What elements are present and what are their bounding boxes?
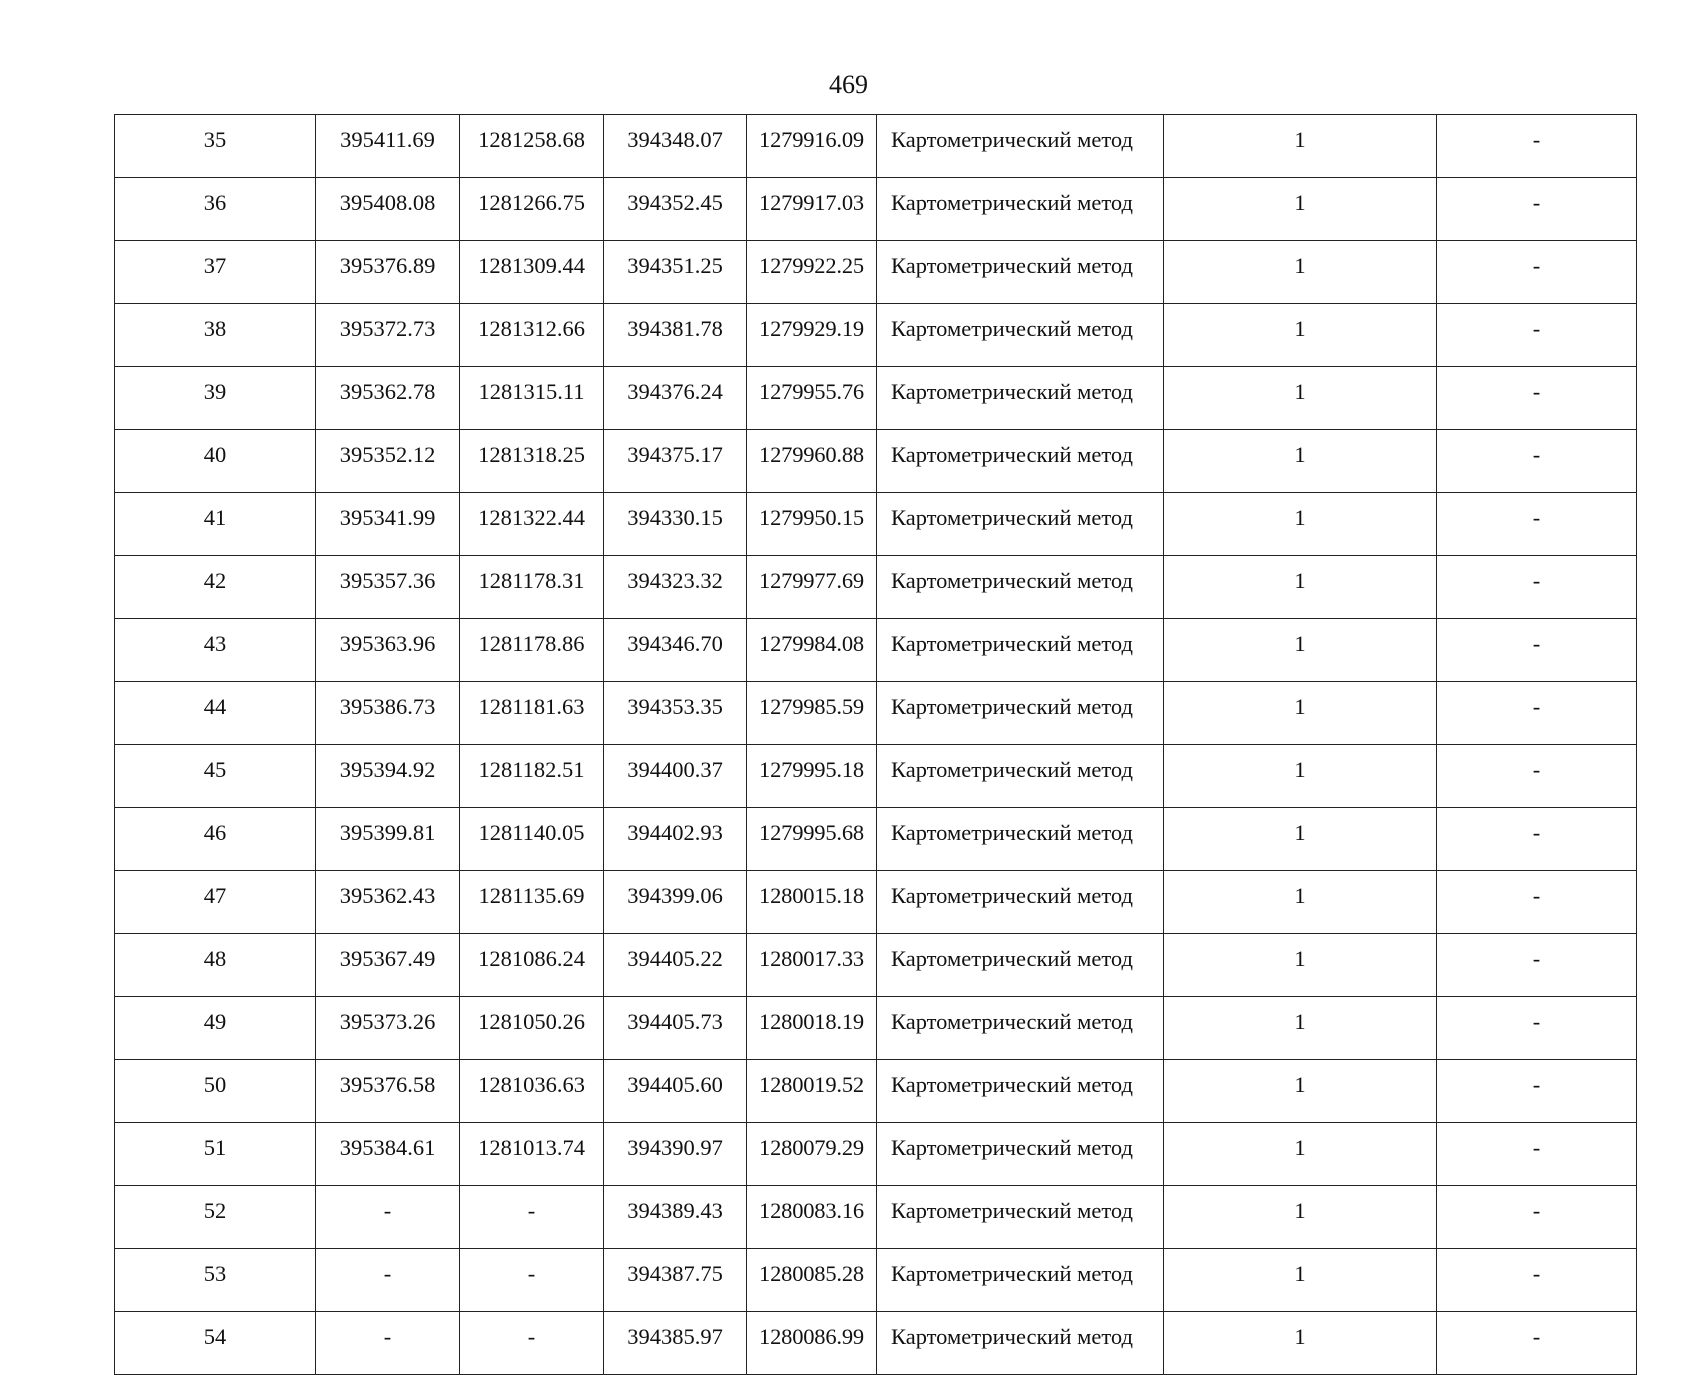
table-row <box>115 808 1637 871</box>
accuracy-cell: 1 <box>1164 619 1437 682</box>
y-old-cell: 1281182.51 <box>460 745 604 808</box>
y-old-cell: 1281315.11 <box>460 367 604 430</box>
accuracy-cell: 1 <box>1164 1123 1437 1186</box>
method-cell: Картометрический метод <box>877 871 1164 934</box>
x-new-cell: 394389.43 <box>604 1186 747 1249</box>
y-new-cell: 1279960.88 <box>747 430 877 493</box>
y-new-cell: 1280086.99 <box>747 1312 877 1375</box>
description-cell: - <box>1437 682 1637 745</box>
description-cell: - <box>1437 1186 1637 1249</box>
point-number-cell: 54 <box>115 1312 316 1375</box>
x-new-cell: 394330.15 <box>604 493 747 556</box>
y-old-cell: 1281135.69 <box>460 871 604 934</box>
point-number-cell: 35 <box>115 115 316 178</box>
method-cell: Картометрический метод <box>877 1060 1164 1123</box>
y-new-cell: 1279985.59 <box>747 682 877 745</box>
point-number-cell: 41 <box>115 493 316 556</box>
y-new-cell: 1279950.15 <box>747 493 877 556</box>
table-row <box>115 619 1637 682</box>
x-old-cell: - <box>316 1312 460 1375</box>
y-old-cell: - <box>460 1312 604 1375</box>
description-cell: - <box>1437 745 1637 808</box>
x-old-cell: - <box>316 1186 460 1249</box>
y-old-cell: 1281312.66 <box>460 304 604 367</box>
method-cell: Картометрический метод <box>877 1249 1164 1312</box>
x-old-cell: 395384.61 <box>316 1123 460 1186</box>
y-old-cell: 1281178.31 <box>460 556 604 619</box>
y-old-cell: 1281258.68 <box>460 115 604 178</box>
accuracy-cell: 1 <box>1164 934 1437 997</box>
point-number-cell: 49 <box>115 997 316 1060</box>
table-row <box>115 745 1637 808</box>
y-new-cell: 1279922.25 <box>747 241 877 304</box>
point-number-cell: 45 <box>115 745 316 808</box>
y-new-cell: 1279955.76 <box>747 367 877 430</box>
point-number-cell: 53 <box>115 1249 316 1312</box>
accuracy-cell: 1 <box>1164 682 1437 745</box>
x-old-cell: 395352.12 <box>316 430 460 493</box>
table-row <box>115 115 1637 178</box>
table-row <box>115 1186 1637 1249</box>
x-old-cell: 395399.81 <box>316 808 460 871</box>
point-number-cell: 39 <box>115 367 316 430</box>
x-new-cell: 394346.70 <box>604 619 747 682</box>
accuracy-cell: 1 <box>1164 1186 1437 1249</box>
method-cell: Картометрический метод <box>877 745 1164 808</box>
table-row <box>115 556 1637 619</box>
point-number-cell: 52 <box>115 1186 316 1249</box>
description-cell: - <box>1437 367 1637 430</box>
table-row <box>115 430 1637 493</box>
point-number-cell: 40 <box>115 430 316 493</box>
y-new-cell: 1280083.16 <box>747 1186 877 1249</box>
accuracy-cell: 1 <box>1164 556 1437 619</box>
description-cell: - <box>1437 1123 1637 1186</box>
point-number-cell: 43 <box>115 619 316 682</box>
accuracy-cell: 1 <box>1164 304 1437 367</box>
x-old-cell: 395367.49 <box>316 934 460 997</box>
table-row <box>115 1060 1637 1123</box>
x-new-cell: 394348.07 <box>604 115 747 178</box>
y-old-cell: - <box>460 1249 604 1312</box>
x-old-cell: 395386.73 <box>316 682 460 745</box>
method-cell: Картометрический метод <box>877 1186 1164 1249</box>
page-number: 469 <box>829 70 868 99</box>
x-new-cell: 394402.93 <box>604 808 747 871</box>
x-new-cell: 394387.75 <box>604 1249 747 1312</box>
y-new-cell: 1280079.29 <box>747 1123 877 1186</box>
point-number-cell: 51 <box>115 1123 316 1186</box>
method-cell: Картометрический метод <box>877 619 1164 682</box>
y-new-cell: 1279984.08 <box>747 619 877 682</box>
point-number-cell: 48 <box>115 934 316 997</box>
table-row <box>115 1249 1637 1312</box>
description-cell: - <box>1437 493 1637 556</box>
y-old-cell: - <box>460 1186 604 1249</box>
x-old-cell: 395376.58 <box>316 1060 460 1123</box>
point-number-cell: 38 <box>115 304 316 367</box>
accuracy-cell: 1 <box>1164 367 1437 430</box>
description-cell: - <box>1437 556 1637 619</box>
description-cell: - <box>1437 808 1637 871</box>
y-new-cell: 1279995.68 <box>747 808 877 871</box>
x-new-cell: 394400.37 <box>604 745 747 808</box>
y-new-cell: 1279995.18 <box>747 745 877 808</box>
x-old-cell: 395363.96 <box>316 619 460 682</box>
point-number-cell: 37 <box>115 241 316 304</box>
table-row <box>115 1312 1637 1375</box>
y-old-cell: 1281266.75 <box>460 178 604 241</box>
accuracy-cell: 1 <box>1164 808 1437 871</box>
description-cell: - <box>1437 871 1637 934</box>
x-new-cell: 394405.60 <box>604 1060 747 1123</box>
accuracy-cell: 1 <box>1164 1249 1437 1312</box>
y-old-cell: 1281050.26 <box>460 997 604 1060</box>
y-new-cell: 1280017.33 <box>747 934 877 997</box>
point-number-cell: 36 <box>115 178 316 241</box>
x-new-cell: 394351.25 <box>604 241 747 304</box>
accuracy-cell: 1 <box>1164 430 1437 493</box>
accuracy-cell: 1 <box>1164 1312 1437 1375</box>
x-old-cell: 395357.36 <box>316 556 460 619</box>
y-new-cell: 1279977.69 <box>747 556 877 619</box>
x-old-cell: 395372.73 <box>316 304 460 367</box>
point-number-cell: 46 <box>115 808 316 871</box>
description-cell: - <box>1437 430 1637 493</box>
method-cell: Картометрический метод <box>877 241 1164 304</box>
x-new-cell: 394375.17 <box>604 430 747 493</box>
y-old-cell: 1281181.63 <box>460 682 604 745</box>
x-new-cell: 394353.35 <box>604 682 747 745</box>
table-row <box>115 304 1637 367</box>
description-cell: - <box>1437 115 1637 178</box>
table-row <box>115 871 1637 934</box>
description-cell: - <box>1437 934 1637 997</box>
accuracy-cell: 1 <box>1164 178 1437 241</box>
coordinates-table-body <box>115 115 1637 1375</box>
y-old-cell: 1281086.24 <box>460 934 604 997</box>
accuracy-cell: 1 <box>1164 241 1437 304</box>
x-old-cell: 395408.08 <box>316 178 460 241</box>
y-old-cell: 1281318.25 <box>460 430 604 493</box>
x-old-cell: - <box>316 1249 460 1312</box>
method-cell: Картометрический метод <box>877 1312 1164 1375</box>
coordinates-table <box>114 114 1637 1375</box>
method-cell: Картометрический метод <box>877 1123 1164 1186</box>
method-cell: Картометрический метод <box>877 367 1164 430</box>
y-new-cell: 1280015.18 <box>747 871 877 934</box>
table-row <box>115 997 1637 1060</box>
accuracy-cell: 1 <box>1164 115 1437 178</box>
y-new-cell: 1279917.03 <box>747 178 877 241</box>
x-new-cell: 394405.22 <box>604 934 747 997</box>
y-new-cell: 1280019.52 <box>747 1060 877 1123</box>
y-old-cell: 1281309.44 <box>460 241 604 304</box>
y-old-cell: 1281013.74 <box>460 1123 604 1186</box>
method-cell: Картометрический метод <box>877 430 1164 493</box>
y-old-cell: 1281140.05 <box>460 808 604 871</box>
description-cell: - <box>1437 997 1637 1060</box>
point-number-cell: 42 <box>115 556 316 619</box>
y-new-cell: 1279929.19 <box>747 304 877 367</box>
table-row <box>115 367 1637 430</box>
accuracy-cell: 1 <box>1164 493 1437 556</box>
x-new-cell: 394376.24 <box>604 367 747 430</box>
method-cell: Картометрический метод <box>877 556 1164 619</box>
description-cell: - <box>1437 241 1637 304</box>
table-row <box>115 1123 1637 1186</box>
x-new-cell: 394399.06 <box>604 871 747 934</box>
method-cell: Картометрический метод <box>877 493 1164 556</box>
method-cell: Картометрический метод <box>877 997 1164 1060</box>
x-old-cell: 395394.92 <box>316 745 460 808</box>
y-new-cell: 1280018.19 <box>747 997 877 1060</box>
y-old-cell: 1281036.63 <box>460 1060 604 1123</box>
x-new-cell: 394390.97 <box>604 1123 747 1186</box>
description-cell: - <box>1437 178 1637 241</box>
accuracy-cell: 1 <box>1164 871 1437 934</box>
description-cell: - <box>1437 304 1637 367</box>
x-old-cell: 395362.78 <box>316 367 460 430</box>
method-cell: Картометрический метод <box>877 178 1164 241</box>
method-cell: Картометрический метод <box>877 934 1164 997</box>
table-row <box>115 178 1637 241</box>
x-new-cell: 394405.73 <box>604 997 747 1060</box>
table-row <box>115 682 1637 745</box>
description-cell: - <box>1437 619 1637 682</box>
y-new-cell: 1279916.09 <box>747 115 877 178</box>
x-new-cell: 394352.45 <box>604 178 747 241</box>
accuracy-cell: 1 <box>1164 1060 1437 1123</box>
table-row <box>115 934 1637 997</box>
x-old-cell: 395362.43 <box>316 871 460 934</box>
description-cell: - <box>1437 1249 1637 1312</box>
x-old-cell: 395411.69 <box>316 115 460 178</box>
x-old-cell: 395376.89 <box>316 241 460 304</box>
x-new-cell: 394381.78 <box>604 304 747 367</box>
method-cell: Картометрический метод <box>877 115 1164 178</box>
x-new-cell: 394385.97 <box>604 1312 747 1375</box>
table-row <box>115 241 1637 304</box>
point-number-cell: 44 <box>115 682 316 745</box>
y-old-cell: 1281322.44 <box>460 493 604 556</box>
point-number-cell: 47 <box>115 871 316 934</box>
accuracy-cell: 1 <box>1164 745 1437 808</box>
method-cell: Картометрический метод <box>877 304 1164 367</box>
description-cell: - <box>1437 1312 1637 1375</box>
y-new-cell: 1280085.28 <box>747 1249 877 1312</box>
y-old-cell: 1281178.86 <box>460 619 604 682</box>
point-number-cell: 50 <box>115 1060 316 1123</box>
x-old-cell: 395341.99 <box>316 493 460 556</box>
x-old-cell: 395373.26 <box>316 997 460 1060</box>
method-cell: Картометрический метод <box>877 682 1164 745</box>
description-cell: - <box>1437 1060 1637 1123</box>
x-new-cell: 394323.32 <box>604 556 747 619</box>
accuracy-cell: 1 <box>1164 997 1437 1060</box>
method-cell: Картометрический метод <box>877 808 1164 871</box>
table-row <box>115 493 1637 556</box>
